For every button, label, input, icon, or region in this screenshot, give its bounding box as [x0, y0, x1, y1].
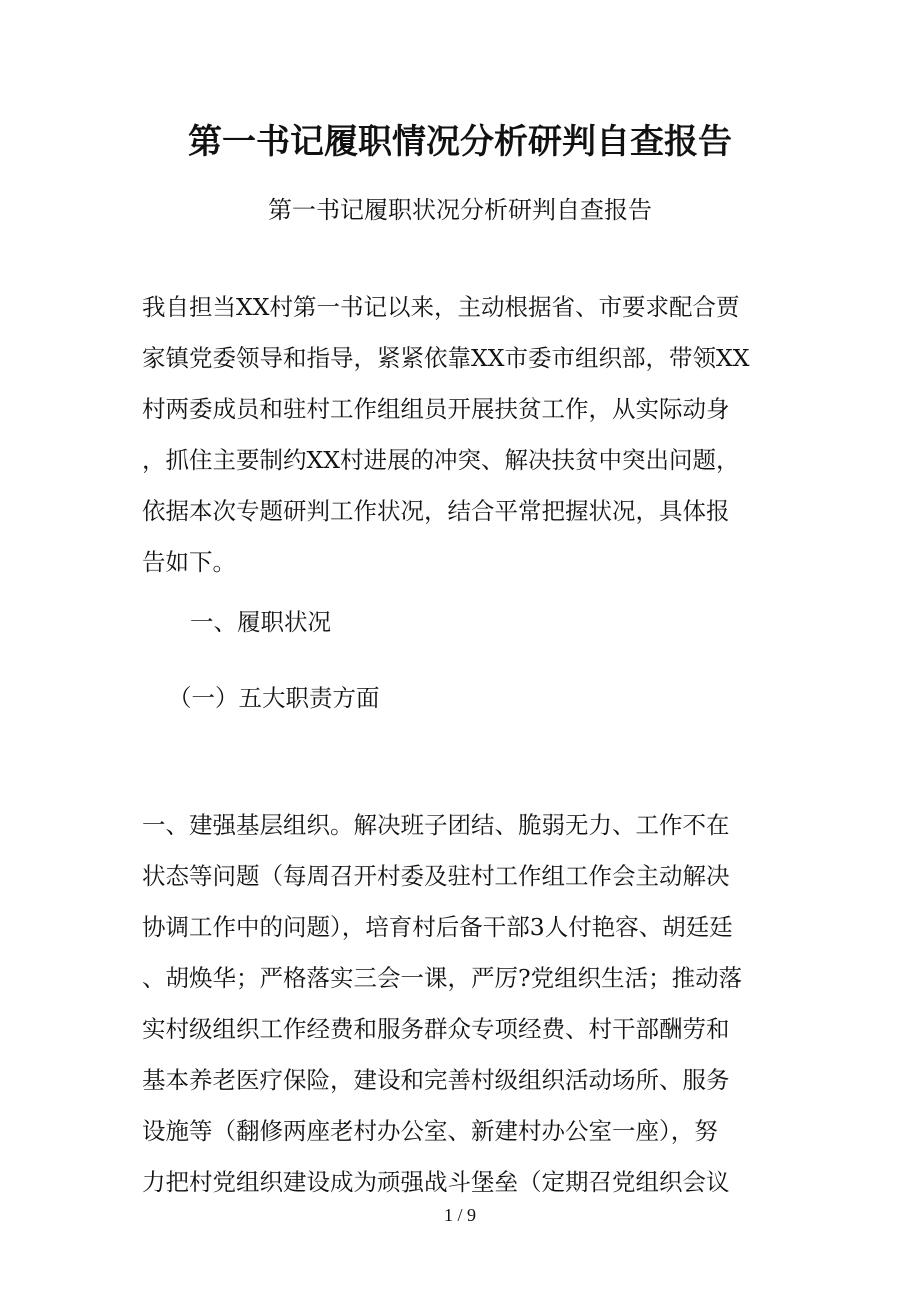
intro-paragraph: 我自担当XX村第一书记以来，主动根据省、市要求配合贾 家镇党委领导和指导，紧紧依靠XX市委市组织部，带领XX 村两委成员和驻村工作组组员开展扶贫工作，从实际动身 ，抓住主要制约XX村进展的冲突、解决扶贫中突出问题， 依据本次专题研判工作状况，结合平常把握状况，具体报 告如下。	[142, 293, 750, 576]
page-number: 1 / 9	[443, 1205, 476, 1225]
document-subtitle: 第一书记履职状况分析研判自查报告	[268, 196, 652, 224]
body-paragraph: 一、建强基层组织。解决班子团结、脆弱无力、工作不在 状态等问题（每周召开村委及驻村工作组工作会主动解决 协调工作中的问题），培育村后备干部3人付艳容、胡廷廷 、胡焕华；严格落实三会一课，严厉?党组织生活；推动落 实村级组织工作经费和服务群众专项经费、村干部酬劳和 基本养老医疗保险，建设和完善村级组织活动场所、服务 设施等（翻修两座老村办公室、新建村办公室一座），努 力把村党组织建设成为顽强战斗堡垒（定期召党组织会议	[142, 811, 743, 1196]
section-heading: 一、履职状况	[190, 608, 331, 636]
document-title: 第一书记履职情况分析研判自查报告	[188, 122, 732, 162]
subsection-heading: （一）五大职责方面	[168, 684, 380, 712]
